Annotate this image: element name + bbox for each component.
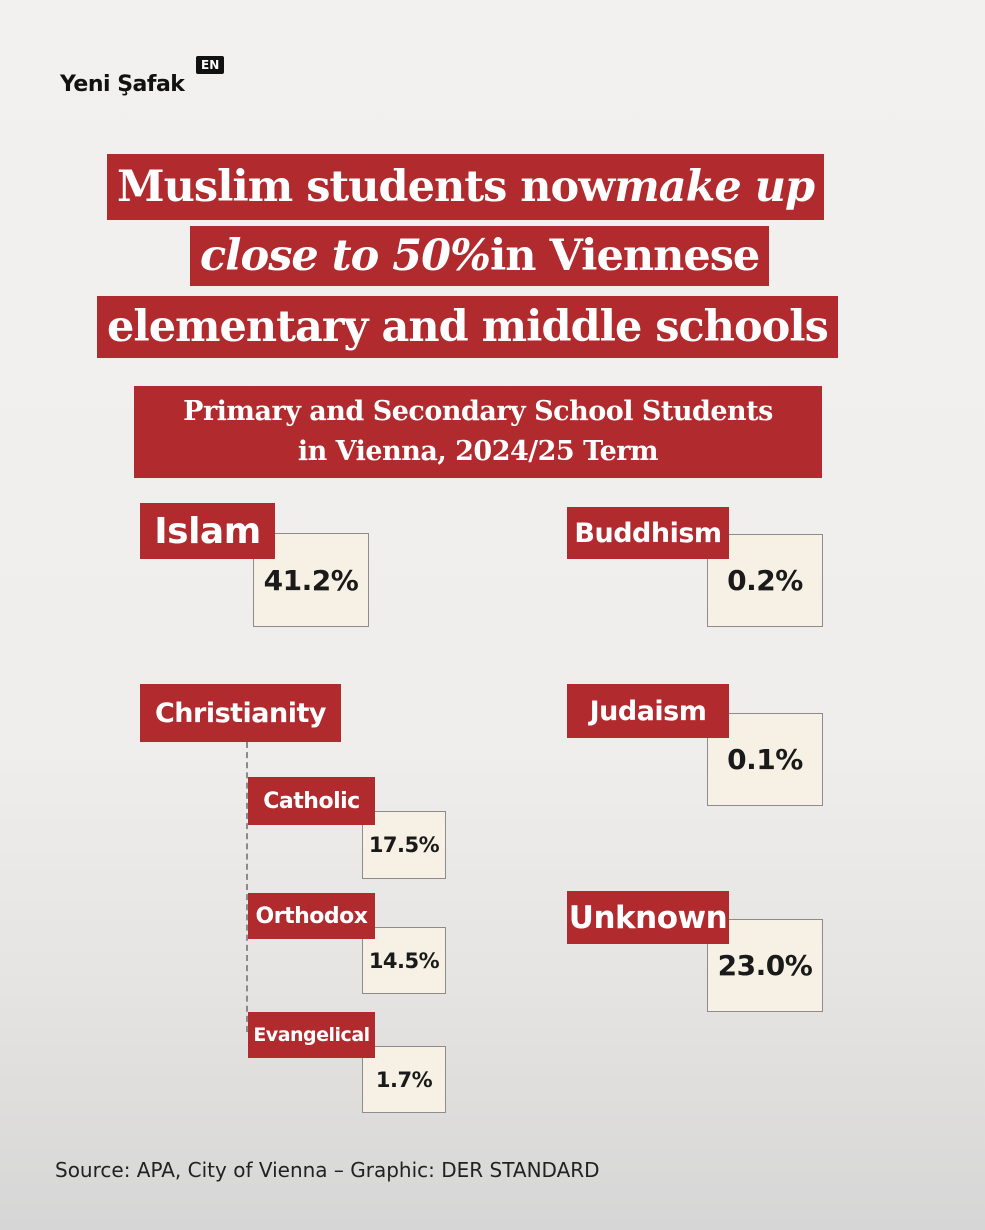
label-buddhism: Buddhism — [567, 507, 729, 559]
value-catholic: 17.5% — [362, 811, 446, 879]
value-orthodox: 14.5% — [362, 927, 446, 994]
label-christianity: Christianity — [140, 684, 341, 742]
headline-line-1 — [107, 154, 824, 220]
value-islam: 41.2% — [253, 533, 369, 627]
language-badge: EN — [196, 56, 224, 74]
source-credit: Source: APA, City of Vienna – Graphic: DER STANDARD — [55, 1158, 600, 1182]
label-catholic: Catholic — [248, 777, 375, 825]
label-islam: Islam — [140, 503, 275, 559]
label-unknown: Unknown — [567, 891, 729, 944]
headline-line-1-plain: Muslim students now — [117, 161, 615, 212]
chart-subtitle — [134, 386, 822, 478]
headline-line-2-plain: in Viennese — [489, 230, 760, 281]
value-unknown: 23.0% — [707, 919, 823, 1012]
headline-line-1-italic: make up — [614, 161, 815, 212]
headline-line-3-text: elementary and middle schools — [107, 301, 828, 352]
headline-line-3 — [97, 296, 838, 358]
headline-line-2-italic: close to 50% — [200, 230, 490, 281]
label-evangelical: Evangelical — [248, 1012, 375, 1058]
value-buddhism: 0.2% — [707, 534, 823, 627]
subtitle-line-1: Primary and Secondary School Students — [183, 396, 773, 427]
subtitle-line-2: in Vienna, 2024/25 Term — [297, 436, 659, 467]
label-judaism: Judaism — [567, 684, 729, 738]
label-orthodox: Orthodox — [248, 893, 375, 939]
value-evangelical: 1.7% — [362, 1046, 446, 1113]
value-judaism: 0.1% — [707, 713, 823, 806]
headline-line-2 — [190, 226, 769, 286]
brand-logo: Yeni Şafak — [60, 72, 185, 97]
